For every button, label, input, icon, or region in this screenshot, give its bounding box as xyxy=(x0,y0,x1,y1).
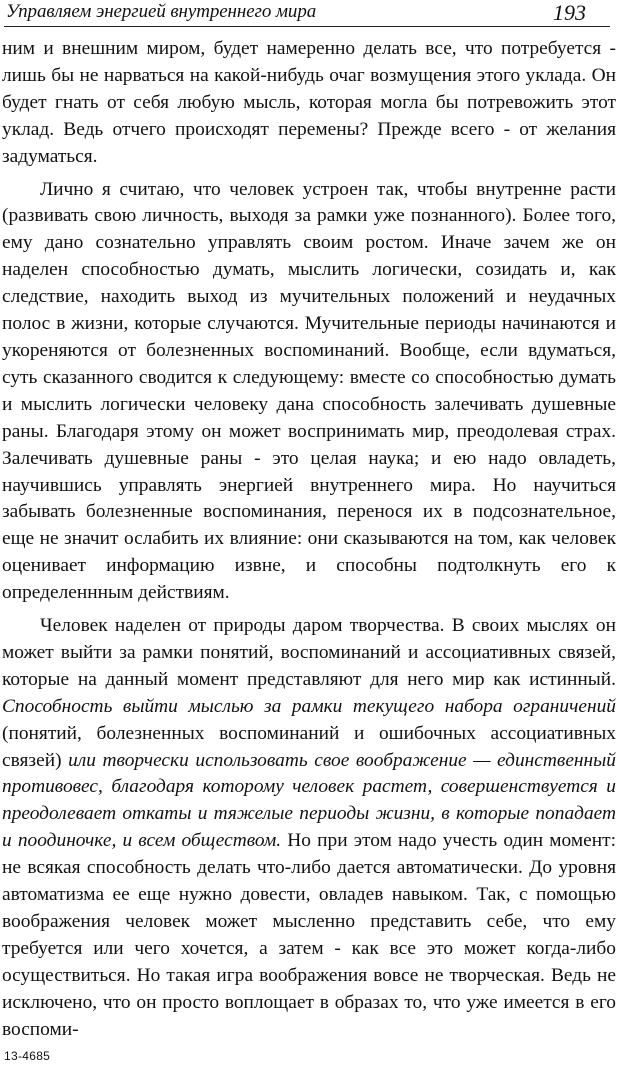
paragraph-1: ним и внешним миром, будет намеренно делать все, что потребуется - лишь бы не нарваться на какой-нибудь очаг возмущения этого уклада. Он будет гнать от себя любую мысль, которая могла бы потревожить этот уклад. Ведь отчего происходят перемены? Прежде всего - от желания задуматься. xyxy=(2,38,616,167)
paragraph-3-part-a: Человек наделен от природы даром творчества. В своих мыслях он может выйти за рамки понятий, воспоминаний и ассоциативных связей, которые на данный момент представляют для него мир как истинный. xyxy=(2,615,616,690)
paragraph-3-italic-b: Способность выйти мыслью за рамки текущего набора ограничений xyxy=(2,695,616,717)
paragraph-3-part-c: (понятий, болезненных воспоминаний и ошибочных ассоциативных связей) xyxy=(2,722,616,771)
paragraph-3 xyxy=(2,613,616,1044)
header-rule xyxy=(4,26,610,27)
paragraph-2: Лично я считаю, что человек устроен так, чтобы внутренне расти (развивать свою личность, выходя за рамки уже познанного). Более того, ему дано сознательно управлять своим ростом. Иначе зачем же он наделен способностью думать, мыслить логически, созидать и, как следствие, находить выход из мучительных положений и неудачных полос в жизни, которые случаются. Мучительные периоды начинаются и укореняются от болезненных воспоминаний. Вообще, если вдуматься, суть сказанного сводится к следующему: вместе со способностью думать и мыслить логически человеку дана способность залечивать душевные раны. Благодаря этому он может воспринимать мир, преодолевая страх. Залечивать душевные раны - это целая наука; и ею надо овладеть, научившись управлять энергией внутреннего мира. Но научиться забывать болезненные воспоминания, перенося их в подсознательное, еще не значит ослабить их влияние: они сказываются на том, как человек оценивает информацию извне, и способны подтолкнуть его к определеннным действиям. xyxy=(2,178,616,604)
paragraph-3-part-e: Но при этом надо учесть один момент: не всякая способность делать что-либо дается автоматически. До уровня автоматизма ее еще нужно довести, овладев навыком. Так, с помощью воображения человек может мысленно представить себе, что ему требуется или чего хочется, а затем - как все это может когда-либо осуществиться. Но такая игра воображения вовсе не творческая. Ведь не исключено, что он просто воплощает в образах то, что уже имеется в его воспоми- xyxy=(2,830,616,1040)
page-number: 193 xyxy=(553,0,586,25)
body-text xyxy=(2,36,616,1050)
running-title: Управляем энергией внутреннего мира xyxy=(6,1,317,22)
paragraph-3-italic-d: или творчески использовать свое воображение — единственный противовес, благодаря которому человек растет, совершенствуется и преодолевает откаты и тяжелые периоды жизни, в которые попадает и поодиночке, и всем обществом. xyxy=(2,749,616,852)
page-header xyxy=(4,0,612,24)
signature-code: 13-4685 xyxy=(4,1049,51,1063)
